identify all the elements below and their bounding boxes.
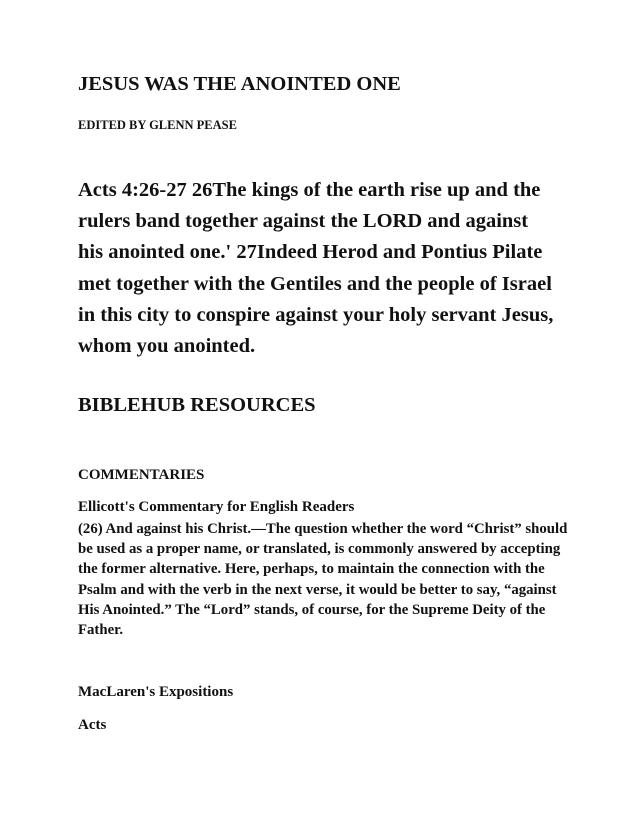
commentaries-label: COMMENTARIES (78, 467, 205, 483)
ellicott-source-title: Ellicott's Commentary for English Readers (78, 499, 355, 515)
scripture-line: whom you anointed. (78, 335, 256, 358)
maclaren-source-title: MacLaren's Expositions (78, 684, 234, 700)
commentary-line: (26) And against his Christ.—The question whether the word “Christ” should (78, 521, 568, 537)
scripture-line: met together with the Gentiles and the people of Israel (78, 272, 552, 295)
scripture-line: Acts 4:26-27 26The kings of the earth rise up and the (78, 179, 541, 201)
ellicott-commentary (78, 519, 567, 640)
maclaren-subheading: Acts (78, 717, 107, 733)
scripture-line: his anointed one.' 27Indeed Herod and Pontius Pilate (78, 241, 543, 264)
scripture-line: rulers band together against the LORD and against (78, 210, 529, 233)
section-heading: BIBLEHUB RESOURCES (78, 394, 316, 416)
commentary-line: His Anointed.” The “Lord” stands, of course, for the Supreme Deity of the (78, 601, 546, 618)
document-title: JESUS WAS THE ANOINTED ONE (78, 73, 401, 95)
commentary-line: be used as a proper name, or translated, is commonly answered by accepting (78, 541, 561, 558)
commentary-line: Father. (78, 622, 124, 639)
editor-credit: EDITED BY GLENN PEASE (78, 118, 237, 132)
scripture-line: in this city to conspire against your holy servant Jesus, (78, 303, 554, 326)
commentary-line: Psalm and with the verb in the next verse, it would be better to say, “against (78, 581, 557, 598)
scripture-passage (78, 175, 553, 362)
commentary-line: the former alternative. Here, perhaps, to maintain the connection with the (78, 561, 545, 578)
